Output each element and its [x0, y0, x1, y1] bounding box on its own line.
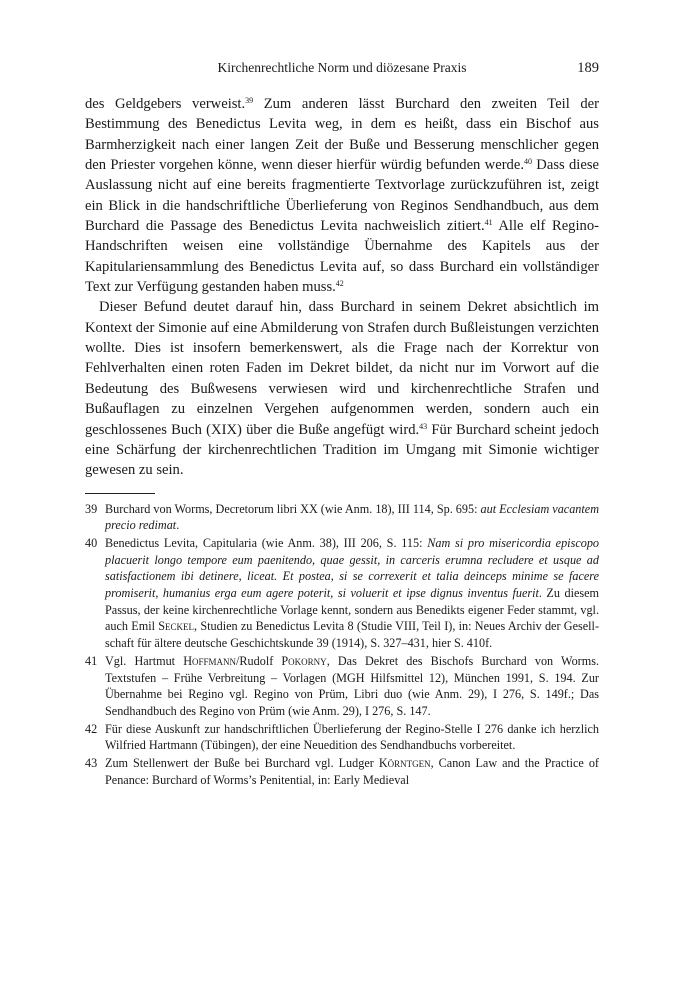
text-run: .: [176, 518, 180, 533]
footnote: [85, 501, 599, 534]
text-run: Dass diese Auslassung nicht auf eine bereits fragmentierte Textvorlage zurückzuführen ist, zeigt ein Blick in die handschriftliche Überlieferung von Reginos Sendhandbuch, aus dem Burchard die Passage des Benedictus Levita nachweislich zitiert.: [85, 157, 599, 235]
text-run: , Studien zu Benedictus Levita 8 (Studie VIII, Teil I), in: Neues Archiv der Gesellschaft für ältere deutsche Geschichtskunde 39 (1914), S. 327–431, hier S. 410f.: [105, 619, 599, 651]
footnote-ref: 41: [484, 218, 493, 228]
footnote: [85, 653, 599, 720]
footnote-ref: 40: [523, 157, 532, 167]
text-run: Benedictus Levita, Capitularia (wie Anm. 38), III 206, S. 115:: [105, 535, 428, 550]
author-name: Seckel: [158, 619, 195, 634]
text-run: des Geldgebers verweist.: [85, 96, 246, 112]
footnote: [85, 721, 599, 754]
text-run: Für Burchard scheint jedoch eine Schärfung der kirchenrechtlichen Tradition im Umgang mit Simonie wichtiger gewesen zu sein.: [85, 421, 599, 479]
text-run: . Zu diesem Passus, der keine kirchenrechtliche Vorlage kennt, sondern aus Benedikts eigener Feder stammt, vgl. auch Emil: [105, 586, 599, 634]
footnote-number: 41: [85, 653, 98, 668]
text-run: Dieser Befund deutet darauf hin, dass Burchard in seinem Dekret absichtlich im Kontext der Simonie auf eine Abmilderung von Strafen durch Bußleistungen verzichten wollte. Dies ist insofern bemerkenswert, als die Frage nach der Korrektur von Fehlverhalten einen roten Faden im Dekret bildet, da nicht nur im Vorwort auf die Bedeutung des Bußwesens verwiesen wird und kirchenrechtliche Strafen und Bußauflagen zu einzelnen Vergehen aufgenommen werden, sondern auch ein geschlossenes Buch (XIX) über die Buße angefügt wird.: [85, 299, 599, 438]
italic-text: aut Ecclesiam vacantem precio redimat: [105, 501, 599, 533]
author-name: Pokorny: [281, 653, 327, 668]
text-run: , Das Dekret des Bischofs Burchard von Worms. Textstufen – Frühe Verbreitung – Vorlagen (MGH Hilfsmittel 12), München 1991, S. 194. Zur Übernahme bei Regino vgl. Regino von Prüm, Libri duo (wie Anm. 29), I 276, S. 149f.; Das Sendhandbuch des Regino von Prüm (wie Anm. 29), I 276, S. 147.: [105, 653, 599, 718]
footnotes: [85, 501, 599, 789]
paragraph: [85, 297, 599, 480]
running-head: [85, 60, 599, 84]
italic-text: Nam si pro misericordia episcopo placuerit longo tempore eum paenitendo, quae gessit, in carceris erumna recludere et usque ad satisfactionem ibi detinere, liceat. Et postea, si se correxerit et talia deinceps minime se facere promiserit, humanius erga eum agere poterit, si voluerit et ipse dignus inventus fuerit: [105, 535, 600, 601]
footnote-ref: 43: [419, 421, 428, 431]
footnote-text: [105, 501, 599, 534]
footnote: [85, 755, 599, 788]
footnote-number: 42: [85, 721, 98, 736]
text-run: Vgl. Hartmut: [105, 653, 184, 668]
footnote-separator: [85, 493, 155, 494]
text-run: Alle elf Regino-Handschriften weisen eine vollständige Übernahme des Kapitels aus der Kapitulariensammlung des Benedictus Levita auf, so dass Burchard ein vollständiger Text zur Verfügung gestanden haben muss.: [85, 218, 599, 296]
text-run: Für diese Auskunft zur handschriftlichen Überlieferung der Regino-Stelle I 276 danke ich herzlich Wilfried Hartmann (Tübingen), der eine Neuedition des Sendhandbuchs vorbereitet.: [105, 721, 599, 753]
running-title: Kirchenrechtliche Norm und diözesane Praxis: [217, 60, 467, 75]
footnote-number: 43: [85, 756, 98, 771]
footnote-text: [105, 755, 599, 788]
text-run: , Canon Law and the Practice of Penance: Burchard of Worms’s Penitential, in: Early Medieval: [105, 756, 599, 787]
page-number: 189: [577, 60, 599, 76]
text-run: /Rudolf: [236, 653, 282, 668]
paragraph: [85, 94, 599, 297]
author-name: Körntgen: [378, 756, 431, 771]
text-run: Zum anderen lässt Burchard den zweiten Teil der Bestimmung des Benedictus Levita weg, in dem es heißt, dass ein Bischof aus Barmherzigkeit nach einer langen Zeit der Buße und Besserung menschlicher gegen den Priester vorgehen könne, wenn dieser hierfür würdig befunden werde.: [85, 96, 599, 174]
text-run: Burchard von Worms, Decretorum libri XX (wie Anm. 18), III 114, Sp. 695:: [105, 501, 481, 516]
footnote-text: [105, 653, 599, 720]
book-page: [85, 60, 599, 789]
footnote-ref: 39: [245, 96, 254, 105]
footnote-number: 39: [85, 501, 98, 516]
footnote-text: [105, 721, 599, 754]
main-text: [85, 94, 599, 481]
footnote: [85, 535, 599, 652]
footnote-text: [105, 535, 599, 652]
author-name: Hoffmann: [183, 653, 237, 668]
footnote-ref: 42: [335, 279, 344, 289]
footnote-number: 40: [85, 535, 98, 550]
text-run: Zum Stellenwert der Buße bei Burchard vgl. Ludger: [105, 756, 379, 771]
